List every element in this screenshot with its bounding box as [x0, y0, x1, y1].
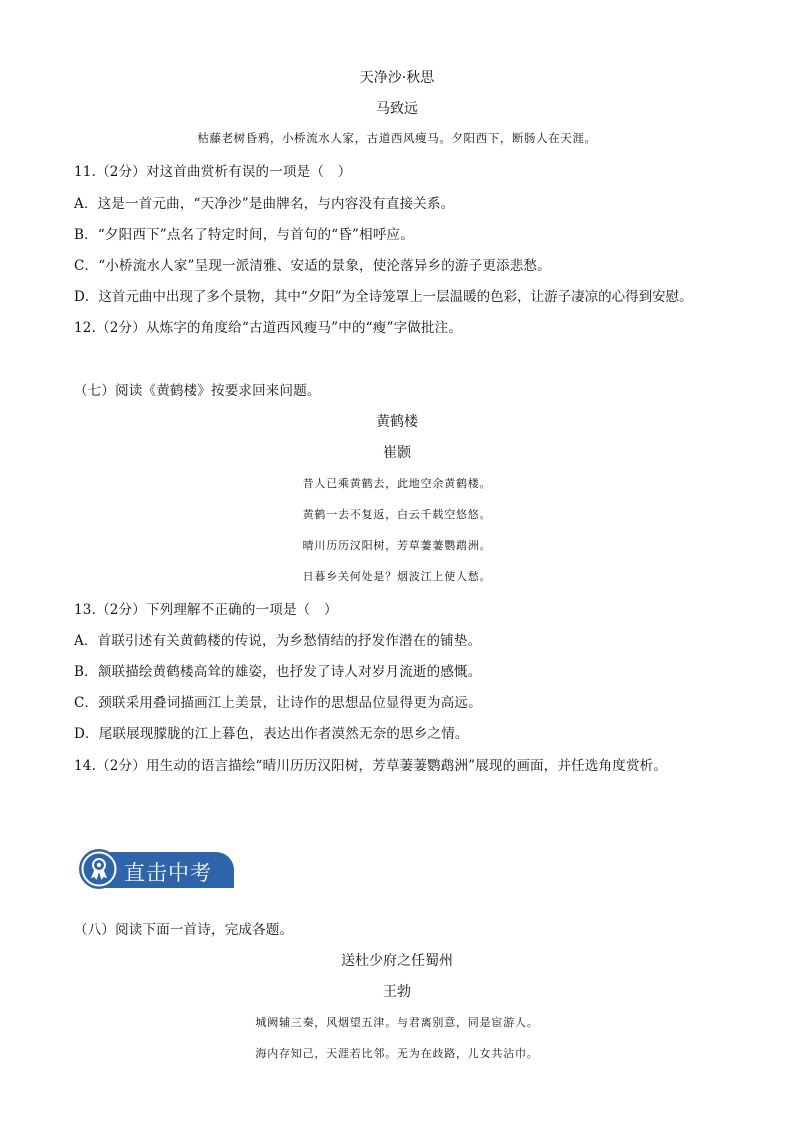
poem3-line: 城阙辅三秦，风烟望五津。与君离别意，同是宦游人。	[255, 1016, 539, 1029]
section-banner	[78, 848, 235, 890]
poem2-line: 日暮乡关何处是？烟波江上使人愁。	[302, 570, 492, 583]
question-14-stem: 14.（2分）用生动的语言描绘“晴川历历汉阳树，芳草萋萋鹦鹉洲”展现的画面，并任选角度赏析。	[74, 758, 668, 774]
question-11-option-a: A．这是一首元曲，“天净沙”是曲牌名，与内容没有直接关系。	[74, 196, 455, 212]
question-11-stem: 11.（2分）对这首曲赏析有误的一项是（ ）	[74, 164, 352, 180]
section-7-heading: （七）阅读《黄鹤楼》按要求回来问题。	[74, 383, 321, 399]
poem1-text: 枯藤老树昏鸦，小桥流水人家，古道西风瘦马。夕阳西下，断肠人在天涯。	[197, 131, 597, 145]
question-13-option-b: B．颔联描绘黄鹤楼高耸的雄姿，也抒发了诗人对岁月流逝的感慨。	[74, 664, 482, 680]
question-13-option-c: C．颈联采用叠词描画江上美景，让诗作的思想品位显得更为高远。	[74, 695, 482, 711]
question-13-stem: 13.（2分）下列理解不正确的一项是（ ）	[74, 602, 338, 618]
medal-icon	[78, 848, 120, 890]
poem2-line: 晴川历历汉阳树，芳草萋萋鹦鹉洲。	[302, 539, 492, 552]
section-8-heading: （八）阅读下面一首诗，完成各题。	[74, 922, 294, 938]
poem2-line: 昔人已乘黄鹤去，此地空余黄鹤楼。	[302, 477, 492, 490]
poem3-line: 海内存知己，天涯若比邻。无为在歧路，儿女共沾巾。	[255, 1047, 539, 1060]
poem1-author: 马致远	[376, 101, 418, 117]
poem1-title: 天净沙·秋思	[359, 70, 435, 86]
question-12-stem: 12.（2分）从炼字的角度给“古道西风瘦马”中的“瘦”字做批注。	[74, 320, 463, 336]
question-11-option-d: D．这首元曲中出现了多个景物，其中“夕阳”为全诗笼罩上一层温暖的色彩，让游子凄凉的心得到安慰。	[74, 289, 693, 305]
poem3-title: 送杜少府之任蜀州	[341, 953, 453, 969]
question-11-option-c: C．“小桥流水人家”呈现一派清雅、安适的景象，使沦落异乡的游子更添悲愁。	[74, 258, 551, 274]
poem2-title: 黄鹤楼	[376, 414, 418, 430]
banner-label: 直击中考	[124, 861, 212, 885]
question-13-option-a: A．首联引述有关黄鹤楼的传说，为乡愁情结的抒发作潜在的铺垫。	[74, 633, 482, 649]
poem2-author: 崔颢	[383, 445, 411, 461]
poem2-line: 黄鹤一去不复返，白云千载空悠悠。	[302, 508, 492, 521]
question-13-option-d: D．尾联展现朦胧的江上暮色，表达出作者漠然无奈的思乡之情。	[74, 726, 469, 742]
poem3-author: 王勃	[383, 984, 411, 1000]
question-11-option-b: B．“夕阳西下”点名了特定时间，与首句的“昏”相呼应。	[74, 227, 414, 243]
